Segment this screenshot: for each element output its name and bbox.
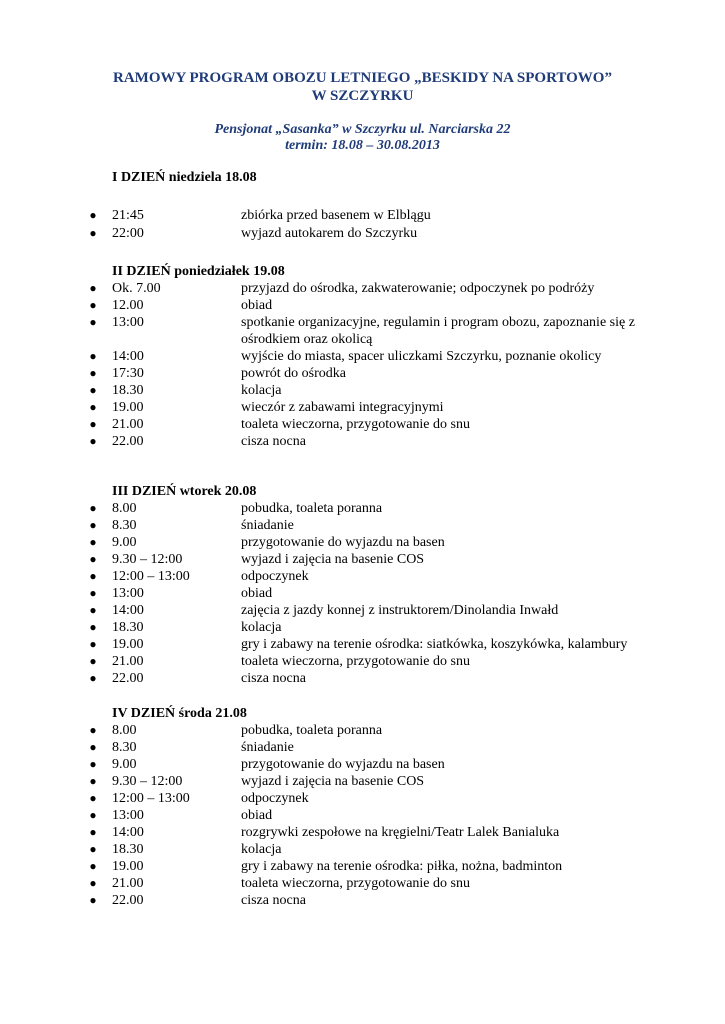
schedule-item-description: obiad [241,298,273,313]
bullet-icon: ● [89,298,97,312]
schedule-item-time: 8.30 [112,740,137,755]
schedule-item-time: 21:45 [112,208,144,223]
schedule-item-description: wyjazd autokarem do Szczyrku [241,226,418,241]
bullet-icon: ● [89,757,97,771]
schedule-item-time: 13:00 [112,586,144,601]
bullet-icon: ● [89,417,97,431]
bullet-icon: ● [89,893,97,907]
schedule-item-description: przyjazd do ośrodka, zakwaterowanie; odpoczynek po podróży [241,281,595,296]
bullet-icon: ● [89,859,97,873]
venue-subtitle: Pensjonat „Sasanka” w Szczyrku ul. Narciarska 22 [214,122,511,137]
schedule-item-description: spotkanie organizacyjne, regulamin i program obozu, zapoznanie się z ośrodkiem oraz okolicą [241,315,635,347]
schedule-item-description: obiad [241,808,273,823]
bullet-icon: ● [89,876,97,890]
schedule-item-description: cisza nocna [241,434,306,449]
schedule-item-description: wieczór z zabawami integracyjnymi [241,400,444,415]
schedule-item-time: Ok. 7.00 [112,281,161,296]
schedule-item-description: wyjście do miasta, spacer uliczkami Szczyrku, poznanie okolicy [241,349,602,364]
schedule-item-time: 14:00 [112,825,144,840]
schedule-item-time: 19.00 [112,637,144,652]
schedule-item-time: 12.00 [112,298,144,313]
schedule-item-time: 22.00 [112,671,144,686]
bullet-icon: ● [89,208,97,222]
bullet-icon: ● [89,315,97,329]
bullet-icon: ● [89,501,97,515]
bullet-icon: ● [89,808,97,822]
schedule-item-description: wyjazd i zajęcia na basenie COS [241,552,425,567]
bullet-icon: ● [89,281,97,295]
schedule-item-time: 21.00 [112,654,144,669]
bullet-icon: ● [89,825,97,839]
schedule-item-time: 21.00 [112,417,144,432]
schedule-item-description: przygotowanie do wyjazdu na basen [241,535,445,550]
bullet-icon: ● [89,740,97,754]
bullet-icon: ● [89,791,97,805]
bullet-icon: ● [89,226,97,240]
schedule-item-description: toaleta wieczorna, przygotowanie do snu [241,876,470,891]
bullet-icon: ● [89,774,97,788]
schedule-item-description: śniadanie [241,740,294,755]
schedule-item-description: pobudka, toaleta poranna [241,723,383,738]
schedule-item-time: 18.30 [112,383,144,398]
schedule-item-description: kolacja [241,383,282,398]
bullet-icon: ● [89,366,97,380]
bullet-icon: ● [89,518,97,532]
bullet-icon: ● [89,552,97,566]
schedule-item-time: 12:00 – 13:00 [112,569,190,584]
schedule-item-time: 21.00 [112,876,144,891]
bullet-icon: ● [89,842,97,856]
schedule-item-time: 14:00 [112,603,144,618]
schedule-item-time: 8.30 [112,518,137,533]
bullet-icon: ● [89,383,97,397]
schedule-item-description: wyjazd i zajęcia na basenie COS [241,774,425,789]
schedule-item-description: rozgrywki zespołowe na kręgielni/Teatr Lalek Banialuka [241,825,560,840]
dates-subtitle: termin: 18.08 – 30.08.2013 [285,138,440,153]
schedule-item-time: 14:00 [112,349,144,364]
schedule-item-time: 17:30 [112,366,144,381]
bullet-icon: ● [89,349,97,363]
bullet-icon: ● [89,434,97,448]
day-heading: III DZIEŃ wtorek 20.08 [112,484,257,499]
schedule-item-time: 8.00 [112,501,137,516]
schedule-item-description: kolacja [241,842,282,857]
schedule-item-description: gry i zabawy na terenie ośrodka: siatkówka, koszykówka, kalambury [241,637,628,652]
bullet-icon: ● [89,603,97,617]
day-heading: I DZIEŃ niedziela 18.08 [112,170,257,185]
schedule-item-time: 9.00 [112,535,137,550]
schedule-item-time: 18.30 [112,620,144,635]
schedule-item-description: powrót do ośrodka [241,366,346,381]
schedule-item-description: cisza nocna [241,893,306,908]
schedule-item-description: odpoczynek [241,569,309,584]
schedule-item-description: kolacja [241,620,282,635]
schedule-item-time: 22:00 [112,226,144,241]
bullet-icon: ● [89,400,97,414]
schedule-item-time: 19.00 [112,400,144,415]
bullet-icon: ● [89,620,97,634]
schedule-item-description: zajęcia z jazdy konnej z instruktorem/Dinolandia Inwałd [241,603,559,618]
schedule-item-description: toaleta wieczorna, przygotowanie do snu [241,654,470,669]
schedule-item-time: 13:00 [112,808,144,823]
schedule-item-time: 22.00 [112,434,144,449]
day-heading: II DZIEŃ poniedziałek 19.08 [112,264,285,279]
bullet-icon: ● [89,671,97,685]
schedule-item-time: 9.00 [112,757,137,772]
day-heading: IV DZIEŃ środa 21.08 [112,706,247,721]
document-title-line-2: W SZCZYRKU [311,88,414,104]
schedule-item-description: odpoczynek [241,791,309,806]
schedule-item-time: 12:00 – 13:00 [112,791,190,806]
schedule-item-description: zbiórka przed basenem w Elblągu [241,208,431,223]
schedule-item-time: 9.30 – 12:00 [112,774,183,789]
schedule-item-description: gry i zabawy na terenie ośrodka: piłka, nożna, badminton [241,859,563,874]
bullet-icon: ● [89,723,97,737]
schedule-item-time: 22.00 [112,893,144,908]
bullet-icon: ● [89,569,97,583]
bullet-icon: ● [89,586,97,600]
bullet-icon: ● [89,654,97,668]
schedule-item-time: 18.30 [112,842,144,857]
schedule-item-description: pobudka, toaleta poranna [241,501,383,516]
bullet-icon: ● [89,637,97,651]
schedule-item-description: obiad [241,586,273,601]
schedule-item-time: 8.00 [112,723,137,738]
schedule-item-description: toaleta wieczorna, przygotowanie do snu [241,417,470,432]
schedule-item-time: 19.00 [112,859,144,874]
schedule-item-description: przygotowanie do wyjazdu na basen [241,757,445,772]
bullet-icon: ● [89,535,97,549]
schedule-item-time: 13:00 [112,315,144,330]
schedule-item-description: śniadanie [241,518,294,533]
schedule-item-time: 9.30 – 12:00 [112,552,183,567]
schedule-item-description: cisza nocna [241,671,306,686]
document-title-line-1: RAMOWY PROGRAM OBOZU LETNIEGO „BESKIDY NA SPORTOWO” [113,70,612,86]
